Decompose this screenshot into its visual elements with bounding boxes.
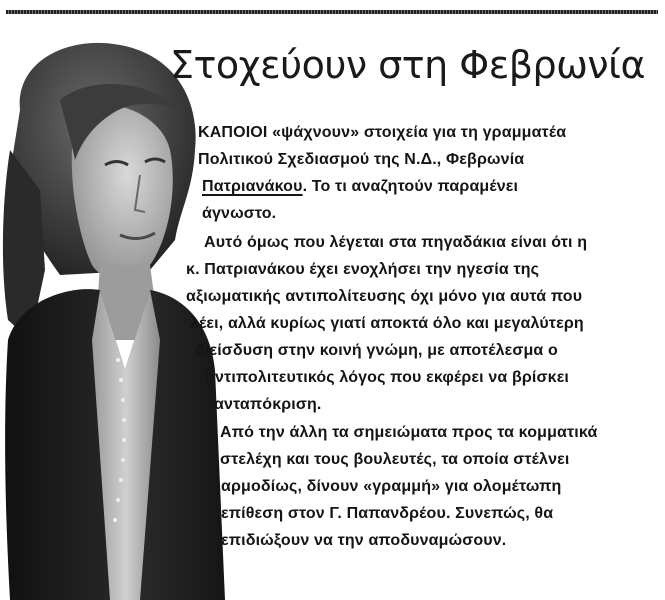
article-line-8: λέει, αλλά κυρίως γιατί αποκτά όλο και μεγαλύτερη — [190, 315, 584, 332]
article-line-13: στελέχη και τους βουλευτές, τα οποία στέλνει — [220, 451, 570, 468]
article-line-2: Πολιτικού Σχεδιασμού της Ν.Δ., Φεβρωνία — [198, 151, 525, 168]
article-line-12: Από την άλλη τα σημειώματα προς τα κομματικά — [220, 424, 598, 441]
article-line-4: άγνωστο. — [202, 205, 277, 222]
article-line-16: επιδιώξουν να την αποδυναμώσουν. — [221, 532, 507, 549]
article-line-5: Αυτό όμως που λέγεται στα πηγαδάκια είναι ότι η — [204, 234, 588, 251]
article-line-9: διείσδυση στην κοινή γνώμη, με αποτέλεσμα ο — [195, 342, 558, 359]
headline: Στοχεύουν στη Φεβρωνία — [170, 43, 646, 87]
article-line-1: ΚΑΠΟΙΟΙ «ψάχνουν» στοιχεία για τη γραμματέα — [198, 124, 567, 141]
article-line-11: ανταπόκριση. — [214, 396, 322, 413]
article-line-6: κ. Πατριανάκου έχει ενοχλήσει την ηγεσία της — [186, 261, 540, 278]
top-rule — [6, 10, 658, 14]
article-line-10: αντιπολιτευτικός λόγος που εκφέρει να βρίσκει — [205, 369, 570, 386]
lead-word: ΚΑΠΟΙΟΙ — [198, 124, 268, 141]
article-line-3: Πατριανάκου. Το τι αναζητούν παραμένει — [202, 178, 519, 195]
article-line-14: αρμοδίως, δίνουν «γραμμή» για ολομέτωπη — [221, 478, 562, 495]
article-line-7: αξιωματικής αντιπολίτευσης όχι μόνο για αυτά που — [186, 288, 583, 305]
name-underlined: Πατριανάκου — [202, 178, 303, 195]
article-line-15: επίθεση στον Γ. Παπανδρέου. Συνεπώς, θα — [221, 505, 554, 522]
